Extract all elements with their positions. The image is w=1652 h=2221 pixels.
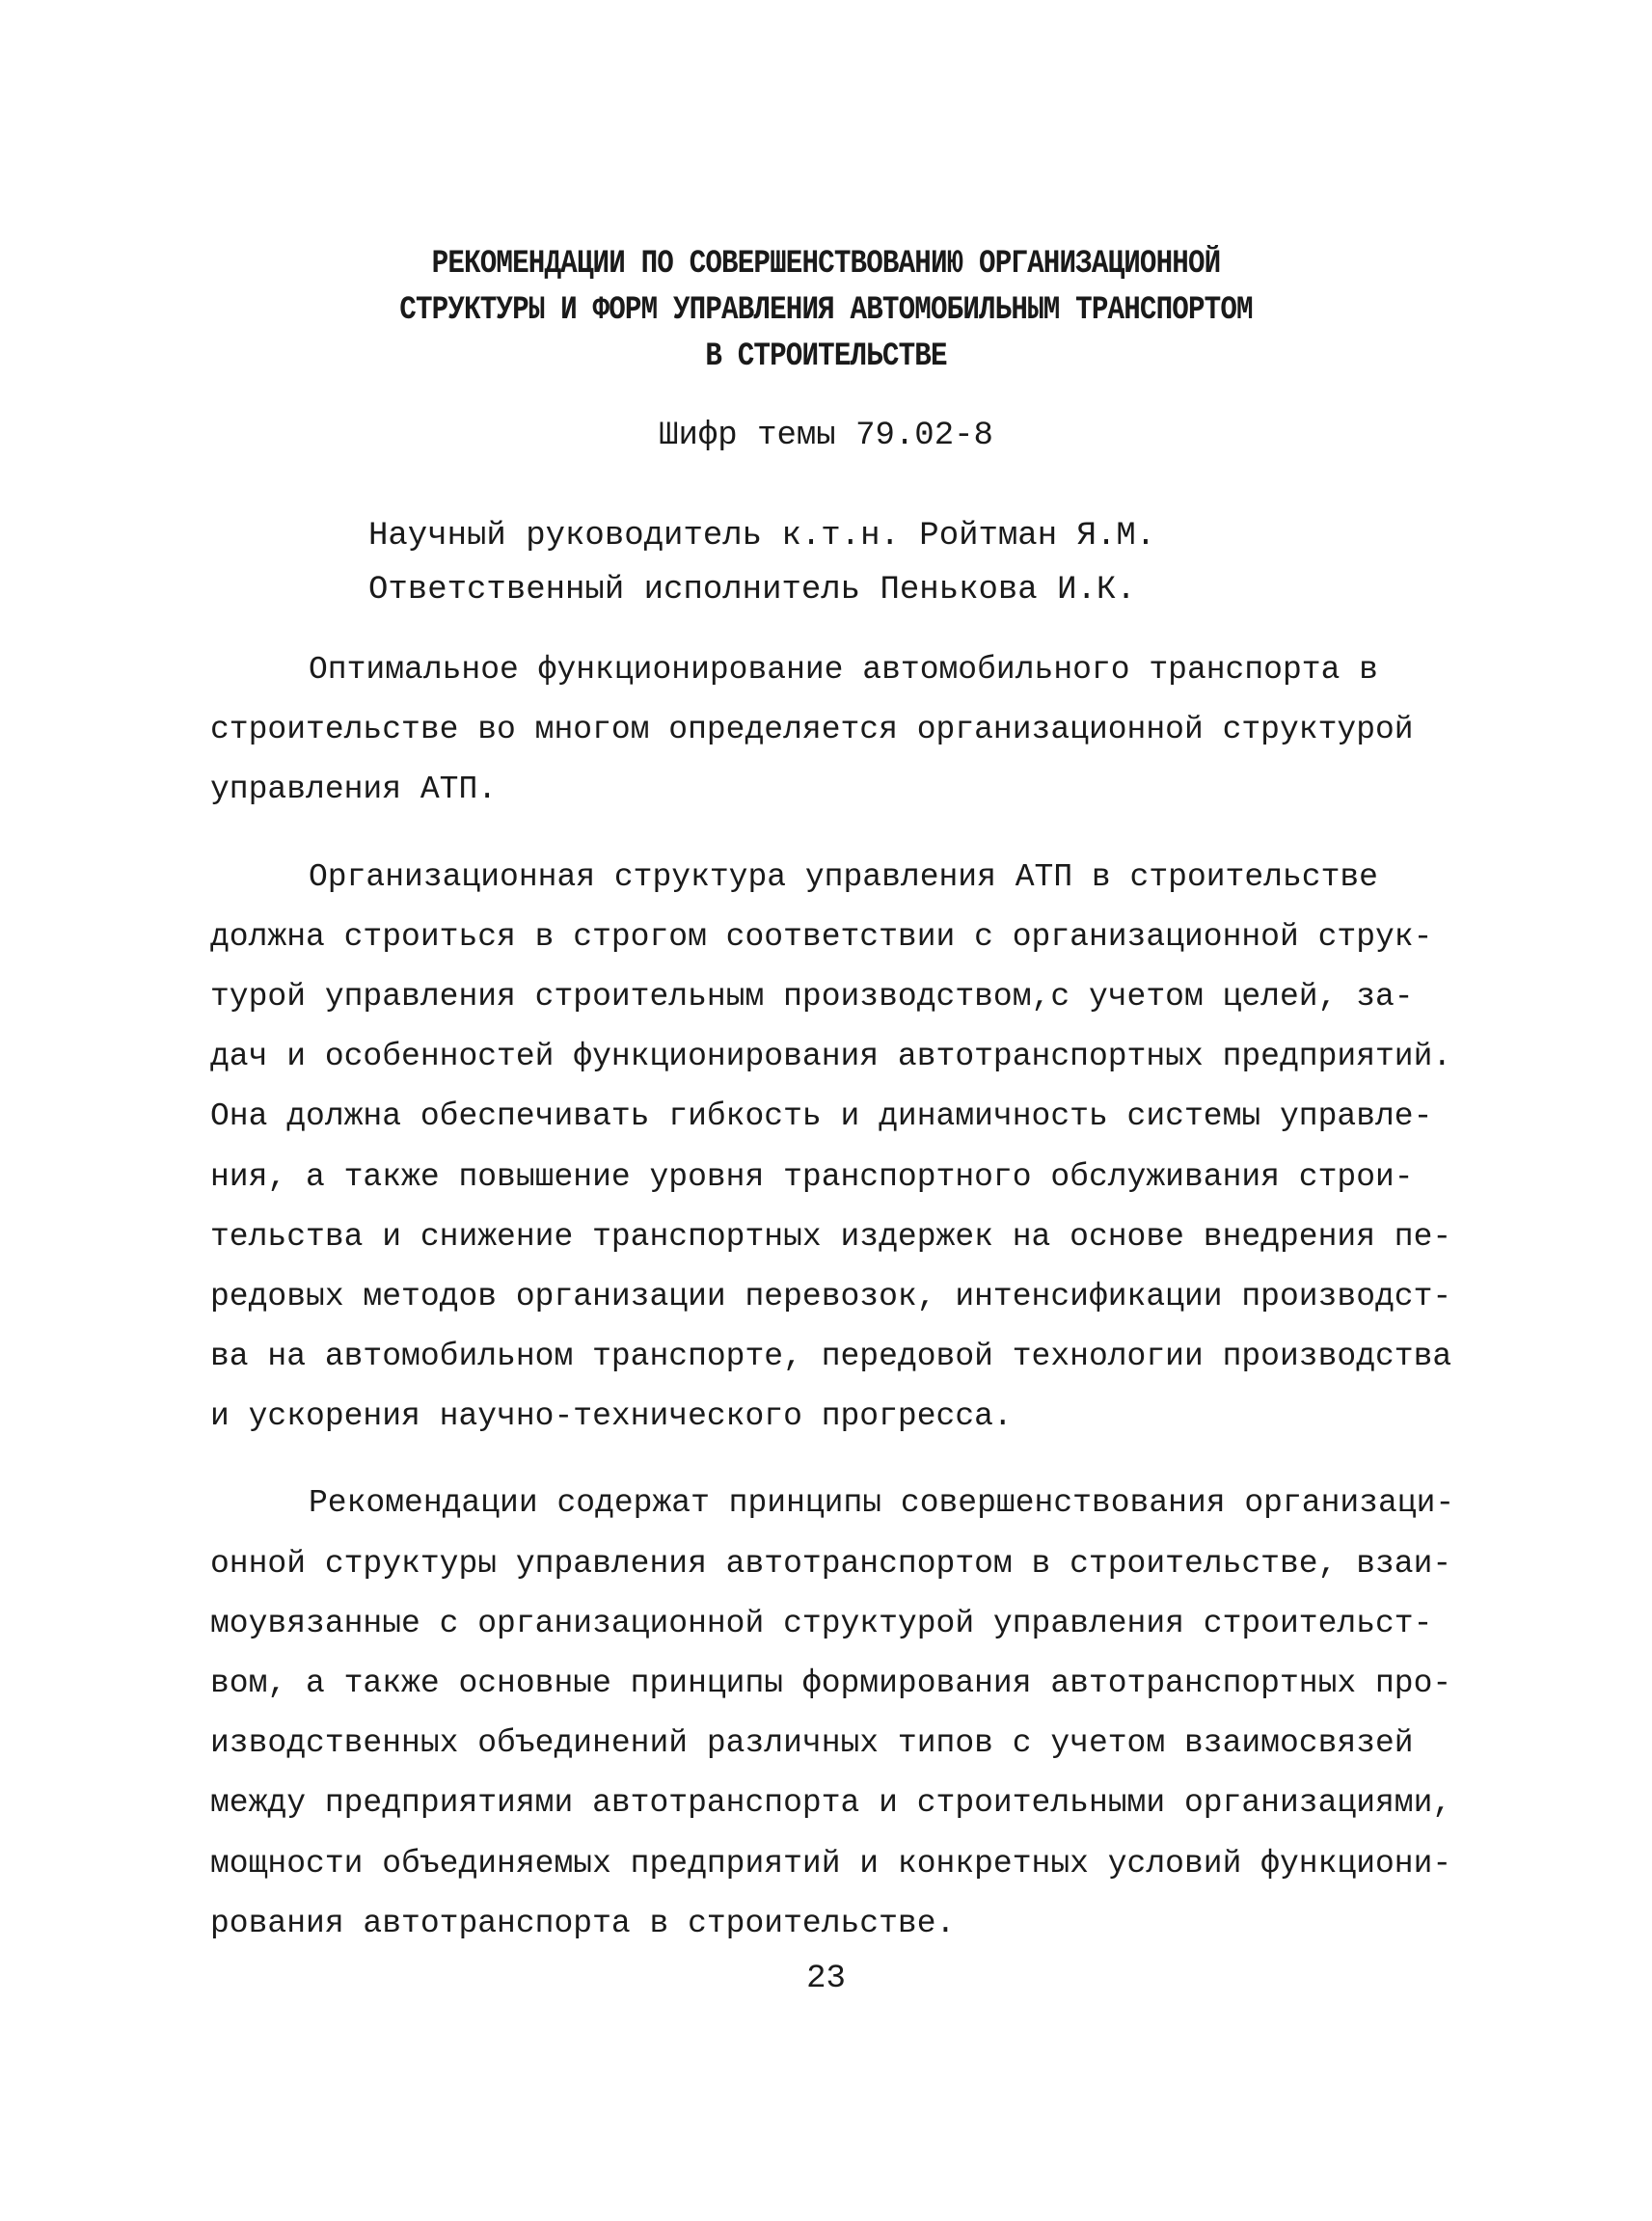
text-line: строительстве во многом определяется организационной структурой (210, 712, 1414, 748)
text-line: и ускорения научно-технического прогресса. (210, 1398, 1013, 1435)
text-line: изводственных объединений различных типов с учетом взаимосвязей (210, 1725, 1414, 1762)
text-line: управления АТП. (210, 772, 498, 808)
text-line: тельства и снижение транспортных издержек на основе внедрения пе- (210, 1218, 1452, 1255)
topic-cipher: Шифр темы 79.02-8 (659, 418, 993, 454)
title-line: СТРУКТУРЫ И ФОРМ УПРАВЛЕНИЯ АВТОМОБИЛЬНЫМ ТРАНСПОРТОМ (399, 292, 1253, 329)
text-line: Она должна обеспечивать гибкость и динамичность системы управле- (210, 1098, 1433, 1135)
title-line: РЕКОМЕНДАЦИИ ПО СОВЕРШЕНСТВОВАНИЮ ОРГАНИЗАЦИОННОЙ (431, 246, 1221, 283)
document-title (116, 241, 1536, 380)
text-line: дач и особенностей функционирования автотранспортных предприятий. (210, 1039, 1452, 1075)
responsible-executor: Ответственный исполнитель Пенькова И.К. (368, 572, 1136, 609)
paragraph (210, 640, 1454, 821)
text-line: Оптимальное функционирование автомобильного транспорта в (309, 652, 1378, 688)
text-line: моувязанные с организационной структурой управления строительст- (210, 1605, 1433, 1641)
staff-block (368, 509, 1155, 617)
paragraph (210, 848, 1454, 1448)
text-line: онной структуры управления автотранспортом в строительстве, взаи- (210, 1545, 1452, 1582)
paragraph (210, 1474, 1454, 1954)
text-line: рования автотранспорта в строительстве. (210, 1905, 956, 1941)
text-line: вом, а также основные принципы формирования автотранспортных про- (210, 1666, 1452, 1701)
text-line: должна строиться в строгом соответствии с организационной струк- (210, 918, 1433, 955)
scientific-supervisor: Научный руководитель к.т.н. Ройтман Я.М. (368, 518, 1156, 555)
document-body (210, 640, 1454, 1954)
text-line: между предприятиями автотранспорта и строительными организациями, (210, 1785, 1452, 1822)
text-line: редовых методов организации перевозок, интенсификации производст- (210, 1278, 1452, 1314)
text-line: ва на автомобильном транспорте, передовой технологии производства (210, 1339, 1452, 1375)
page-number: 23 (806, 1961, 846, 1997)
text-line: Рекомендации содержат принципы совершенствования организаци- (309, 1485, 1455, 1522)
text-line: ния, а также повышение уровня транспортного обслуживания строи- (210, 1158, 1414, 1195)
text-line: турой управления строительным производством,с учетом целей, за- (210, 978, 1414, 1015)
text-line: Организационная структура управления АТП в строительстве (309, 858, 1378, 895)
title-line: В СТРОИТЕЛЬСТВЕ (705, 339, 947, 375)
text-line: мощности объединяемых предприятий и конкретных условий функциони- (210, 1845, 1452, 1882)
